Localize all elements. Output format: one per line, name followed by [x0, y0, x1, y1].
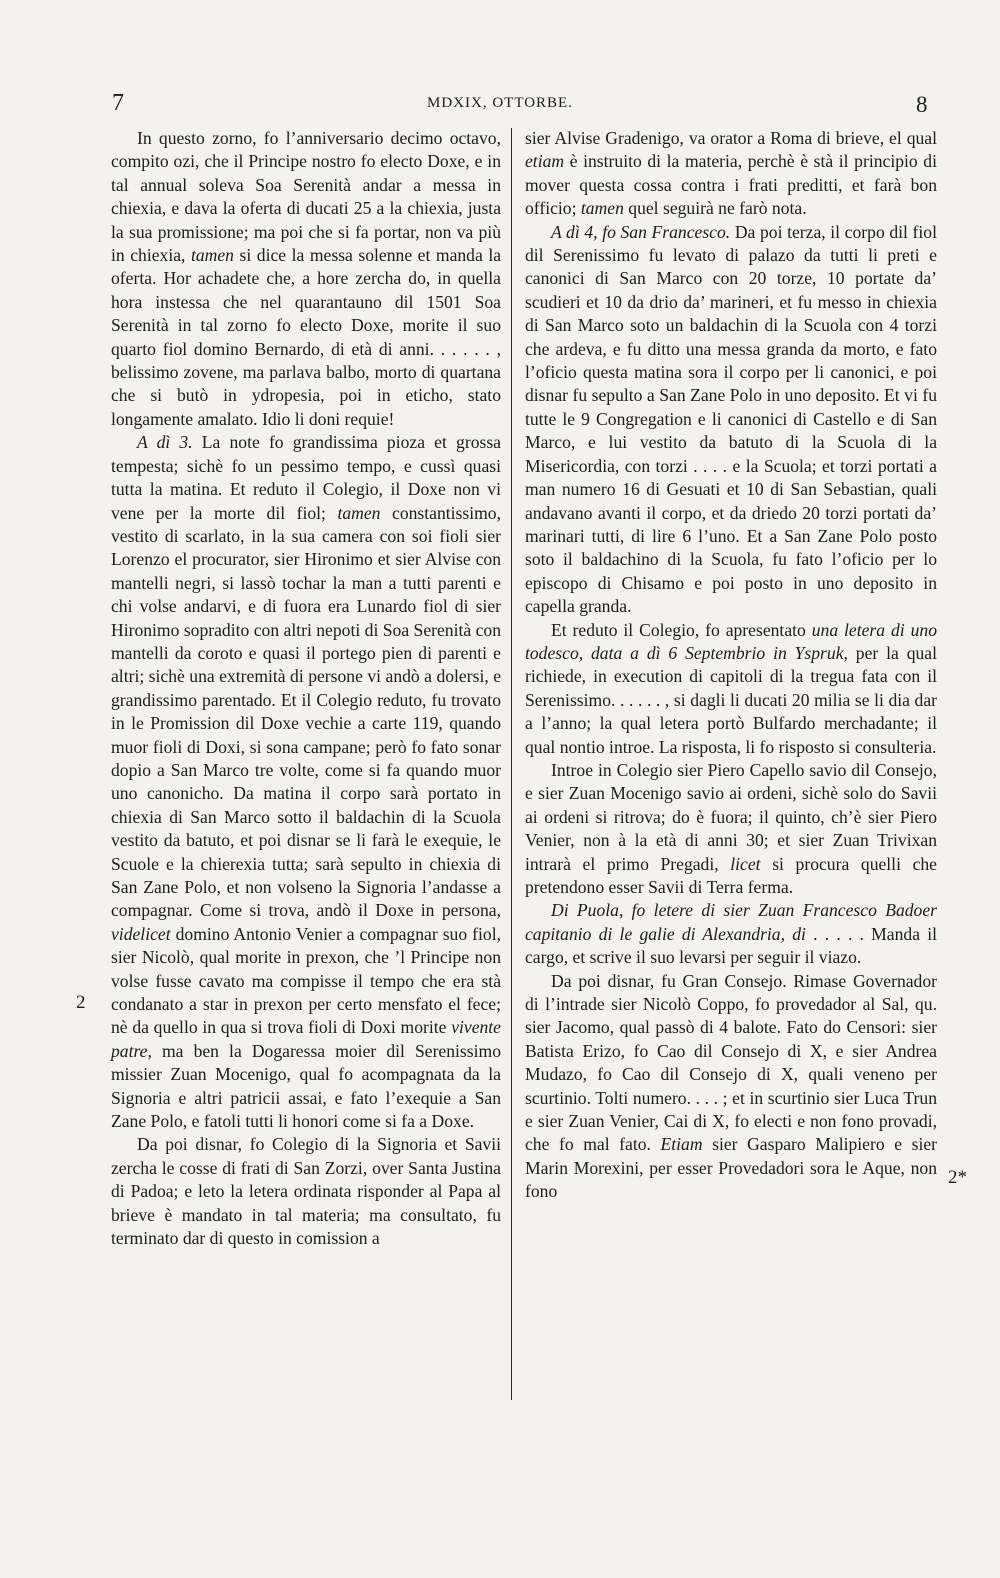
italic-run: etiam	[525, 151, 565, 172]
text-run: quel seguirà ne farò nota.	[628, 198, 807, 219]
text-run: Introe in Colegio sier Piero Capello savio dil Consejo, e sier Zuan Mocenigo savio ai ordeni, sichè solo do Savii ai ordeni si ritrova; do è fuora; il quinto, ch’è sier Piero Venier, non à la età di anni 30; et sier Zuan Trivixan intrarà el primo Pregadi,	[525, 759, 937, 874]
margin-marker-left: 2	[76, 992, 86, 1013]
text-run: constantissimo, vestito di scarlato, in la sua camera con soi fioli sier Lorenzo el procurator, sier Hironimo et sier Alvise con mantelli negri, si lassò tochar la man a tutti parenti e chi volse andarvi, e di fuora era Lunardo fiol di sier Hironimo sopradito con altri nepoti di Soa Serenità con mantelli da coroto e quasi il portego pien di parenti e altri; sichè una extremità di persone vi andò a dolersi, e grandissimo parentado. Et il Colegio reduto, fu trovato in le Promission dil Doxe vechie a carte 119, quando muor fioli di Doxi, si sona campane; però fo fato sonar dopio a San Marco tre volte, come si fa quando muor uno canonicho. Da matina il corpo sarà portato in chiexia di San Marco sotto il baldachin di la Scuola vestito da batuto, et poi disnar se li farà le exequie, le Scuole e la chierexia tutta; sarà sepulto in chiexia di San Zane Polo, et non volseno la Signoria l’andasse a compagnar. Come si trova, andò il Doxe in persona,	[111, 502, 501, 921]
text-run: . . . . . Manda il cargo, et scrive il suo levarsi per seguir il viazo.	[525, 923, 937, 968]
italic-run: tamen	[580, 198, 624, 219]
italic-run: Di Puola, fo letere di sier Zuan Francesco Badoer capitanio di le galie di Alexandria, di	[525, 900, 937, 944]
page-number-left: 7	[112, 90, 124, 116]
paragraph	[111, 1133, 501, 1250]
italic-run: licet	[730, 853, 761, 874]
page-header	[0, 90, 1000, 120]
paragraph-continued	[525, 127, 937, 221]
left-column	[111, 127, 501, 1251]
text-run: Et reduto il Colegio, fo apresentato	[551, 619, 806, 640]
text-run: La note fo grandissima pioza et grossa tempesta; sichè fo un pessimo tempo, e cussì quasi tutta la matina. Et reduto il Colegio, il Doxe non vi vene per la morte dil fiol;	[111, 432, 501, 523]
paragraph	[525, 899, 937, 969]
italic-run: vivente patre,	[111, 1017, 501, 1061]
text-run: Da poi disnar, fo Colegio di la Signoria et Savii zercha le cosse di frati di San Zorzi, over Santa Justina di Padoa; e leto la letera ordinata risponder al Papa al brieve è mandato in tal materia; ma consultato, fu terminato dar di questo in comission a	[111, 1134, 501, 1249]
italic-run: Etiam	[660, 1134, 703, 1155]
paragraph	[111, 431, 501, 1133]
italic-run: tamen	[190, 245, 234, 266]
text-run: è instruito di la materia, perchè è stà il principio di mover questa cossa contra i frati preditti, et farà bon officio;	[525, 151, 937, 219]
date-heading: A dì 3.	[137, 432, 193, 453]
paragraph	[525, 221, 937, 619]
text-run: si procura quelli che pretendono esser Savii di Terra ferma.	[525, 853, 937, 897]
right-column	[525, 127, 937, 1204]
running-title: MDXIX, OTTORBE.	[427, 95, 573, 111]
paragraph	[525, 619, 937, 759]
text-run: sier Gasparo Malipiero e sier Marin Morexini, per esser Provedadori sora le Aque, non fono	[525, 1134, 937, 1202]
text-run: Da poi terza, il corpo dil fiol dil Serenissimo fu levato di palazo da tutti li preti e canonici di San Marco con 20 torze, 10 portate da’ scudieri et 10 da drio da’ marineri, et fu messo in chiexia di San Marco soto un baldachin di la Scuola con 4 torzi che ardeva, e fu ditto una messa granda da morto, e fato l’oficio questa matina sora il corpo per li canonici, e poi disnar fu sepulto a San Zane Polo in uno deposito. Et vi fu tutte le 9 Congregation e li canonici di Castello e di San Marco, e lui vestito da batuto di la Scuola di la Misericordia, con torzi . . . . e la Scuola; et torzi portati a man numero 16 di Gesuati et 10 di San Sebastian, quali andavano avanti il corpo, et da driedo 20 torzi portati da’ marinari tutti, di lire 6 l’uno. Et a San Zane Polo posto soto il baldachino di la Scuola, fu fato l’oficio per lo episcopo di Chisamo e poi posto in uno deposito in capella granda.	[525, 221, 937, 617]
margin-marker-right: 2*	[948, 1167, 967, 1188]
text-run: si dice la messa solenne et manda la oferta. Hor achadete che, a hore zercha do, in quella hora instessa che nel quarantauno dil 1501 Soa Serenità in tal zorno fo electo Doxe, morite il suo quarto fiol domino Bernardo, di età di anni. . . . . . , belissimo zovene, ma parlava balbo, morto di quartana che si butò in ydropesia, poi in eticho, stato longamente amalato. Idio li doni requie!	[111, 245, 502, 429]
page-number-right: 8	[916, 92, 928, 117]
italic-run: tamen	[337, 502, 381, 523]
date-heading: A dì 4, fo San Francesco.	[551, 221, 731, 242]
text-run: sier Alvise Gradenigo, va orator a Roma di brieve, el qual	[525, 128, 937, 148]
italic-run: videlicet	[111, 923, 171, 944]
text-run: Da poi disnar, fu Gran Consejo. Rimase Governador di l’intrade sier Nicolò Coppo, fo provedador al Sal, qu. sier Jacomo, qual passò di 4 balote. Fato do Censori: sier Batista Erizo, fo Cao dil Consejo di X, e sier Andrea Mudazo, fo Cao dil Consejo di X, quali veneno per scurtinio. Tolti numero. . . . ; et in scurtinio sier Luca Trun e sier Zuan Venier, Cai di X, fo electi e non fono provadi, che fo mal fato.	[525, 970, 937, 1155]
text-run: In questo zorno, fo l’anniversario decimo octavo, compito ozi, che il Principe nostro fo electo Doxe, e in tal annual soleva Soa Serenità andar a messa in chiexia, e dava la oferta di ducati 25 a la chiexia, justa la sua promissione; ma poi che si fa portar, non va più in chiexia,	[111, 128, 501, 266]
text-run: ma ben la Dogaressa moier dil Serenissimo missier Zuan Mocenigo, qual fo acompagnata da la Signoria e altri patricii assai, e fato l’exequie a San Zane Polo, e fatoli tutti li honori come si fa a Doxe.	[111, 1040, 501, 1132]
text-run: domino Antonio Venier a compagnar suo fiol, sier Nicolò, qual morite in prexon, che ’l Principe non volse fusse cavato ma compisse il tempo che era stà condanato a star in prexon per certo mensfato el fece; nè da quello in qua si trova fioli di Doxi morite	[111, 923, 501, 1038]
paragraph	[111, 127, 501, 431]
paragraph	[525, 759, 937, 899]
italic-run: una letera di uno todesco, data a dì 6 Septembrio in Yspruk,	[525, 619, 937, 663]
paragraph	[525, 970, 937, 1204]
column-divider	[511, 128, 512, 1400]
text-run: per la qual richiede, in execution di capitoli di la tregua fata con il Serenissimo. . . . . . , si dagli li ducati 20 milia se li dia dar a l’anno; la qual letera portò Bulfardo merchadante; il qual nontio introe. La risposta, li fo risposto si consulteria.	[525, 642, 937, 757]
